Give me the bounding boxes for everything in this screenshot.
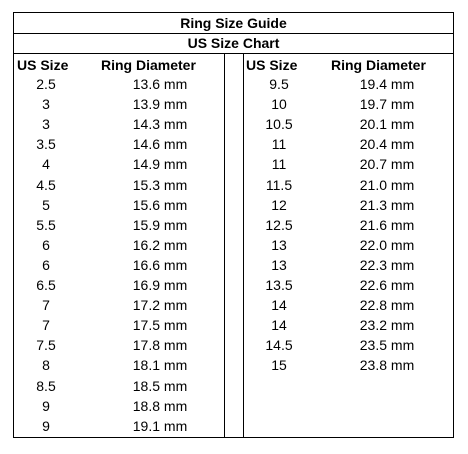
- right-us-size-cell: 10.5: [265, 116, 293, 132]
- table-title: Ring Size Guide: [14, 13, 453, 34]
- left-ring-diameter-cell: 14.3 mm: [132, 116, 188, 132]
- left-us-size-cell: 6: [42, 237, 50, 253]
- left-us-size-cell: 5: [42, 197, 50, 213]
- left-ring-diameter-cell: 16.2 mm: [132, 237, 188, 253]
- left-ring-diameter-cell: 15.3 mm: [132, 177, 188, 193]
- right-us-size-cell: 11: [271, 136, 287, 152]
- left-us-size-header: US Size: [17, 57, 69, 73]
- right-ring-diameter-cell: 23.2 mm: [359, 317, 415, 333]
- right-us-size-cell: 11.5: [265, 177, 293, 193]
- left-us-size-cell: 3.5: [36, 136, 56, 152]
- right-ring-diameter-header: Ring Diameter: [331, 57, 426, 73]
- left-us-size-cell: 9: [42, 398, 50, 414]
- left-ring-diameter-cell: 16.9 mm: [132, 277, 188, 293]
- right-ring-diameter-cell: 21.6 mm: [359, 217, 415, 233]
- right-us-size-cell: 13: [271, 257, 287, 273]
- right-us-size-cell: 13.5: [265, 277, 293, 293]
- right-us-size-cell: 10: [271, 96, 287, 112]
- left-ring-diameter-cell: 17.2 mm: [132, 297, 188, 313]
- right-ring-diameter-cell: 19.7 mm: [359, 96, 415, 112]
- right-us-size-cell: 14: [271, 297, 287, 313]
- right-ring-diameter-cell: 21.0 mm: [359, 177, 415, 193]
- left-us-size-cell: 6.5: [36, 277, 56, 293]
- right-ring-diameter-cell: 23.5 mm: [359, 337, 415, 353]
- left-ring-diameter-cell: 18.8 mm: [132, 398, 188, 414]
- left-us-size-cell: 3: [42, 116, 50, 132]
- right-ring-diameter-cell: 22.8 mm: [359, 297, 415, 313]
- right-us-size-cell: 12: [271, 197, 287, 213]
- left-ring-diameter-cell: 17.5 mm: [132, 317, 188, 333]
- left-us-size-cell: 4: [42, 156, 50, 172]
- right-ring-diameter-cell: 20.4 mm: [359, 136, 415, 152]
- left-ring-diameter-cell: 16.6 mm: [132, 257, 188, 273]
- column-divider: [243, 54, 244, 437]
- right-ring-diameter-cell: 20.1 mm: [359, 116, 415, 132]
- left-ring-diameter-cell: 15.9 mm: [132, 217, 188, 233]
- right-us-size-cell: 13: [271, 237, 287, 253]
- right-us-size-cell: 14: [271, 317, 287, 333]
- left-us-size-cell: 3: [42, 96, 50, 112]
- left-ring-diameter-cell: 19.1 mm: [132, 418, 188, 434]
- left-us-size-cell: 2.5: [36, 76, 56, 92]
- left-us-size-cell: 8: [42, 357, 50, 373]
- left-ring-diameter-cell: 13.6 mm: [132, 76, 188, 92]
- right-us-size-cell: 14.5: [265, 337, 293, 353]
- left-ring-diameter-cell: 13.9 mm: [132, 96, 188, 112]
- table-subtitle: US Size Chart: [14, 33, 453, 54]
- right-ring-diameter-cell: 22.0 mm: [359, 237, 415, 253]
- right-us-size-cell: 15: [271, 357, 287, 373]
- left-us-size-cell: 7: [42, 317, 50, 333]
- right-us-size-cell: 11: [271, 156, 287, 172]
- left-us-size-cell: 5.5: [36, 217, 56, 233]
- right-ring-diameter-cell: 22.3 mm: [359, 257, 415, 273]
- left-us-size-cell: 6: [42, 257, 50, 273]
- right-ring-diameter-cell: 21.3 mm: [359, 197, 415, 213]
- left-ring-diameter-cell: 17.8 mm: [132, 337, 188, 353]
- right-ring-diameter-cell: 19.4 mm: [359, 76, 415, 92]
- left-ring-diameter-cell: 18.1 mm: [132, 357, 188, 373]
- left-ring-diameter-cell: 15.6 mm: [132, 197, 188, 213]
- left-us-size-cell: 8.5: [36, 378, 56, 394]
- right-us-size-cell: 9.5: [269, 76, 289, 92]
- right-ring-diameter-cell: 23.8 mm: [359, 357, 415, 373]
- left-ring-diameter-cell: 14.9 mm: [132, 156, 188, 172]
- left-us-size-cell: 7: [42, 297, 50, 313]
- left-us-size-cell: 4.5: [36, 177, 56, 193]
- left-ring-diameter-cell: 14.6 mm: [132, 136, 188, 152]
- left-ring-diameter-header: Ring Diameter: [101, 57, 196, 73]
- right-us-size-header: US Size: [246, 57, 298, 73]
- right-us-size-cell: 12.5: [265, 217, 293, 233]
- column-divider: [224, 54, 225, 437]
- right-ring-diameter-cell: 20.7 mm: [359, 156, 415, 172]
- left-us-size-cell: 7.5: [36, 337, 56, 353]
- right-ring-diameter-cell: 22.6 mm: [359, 277, 415, 293]
- ring-size-table: [13, 12, 454, 438]
- left-ring-diameter-cell: 18.5 mm: [132, 378, 188, 394]
- left-us-size-cell: 9: [42, 418, 50, 434]
